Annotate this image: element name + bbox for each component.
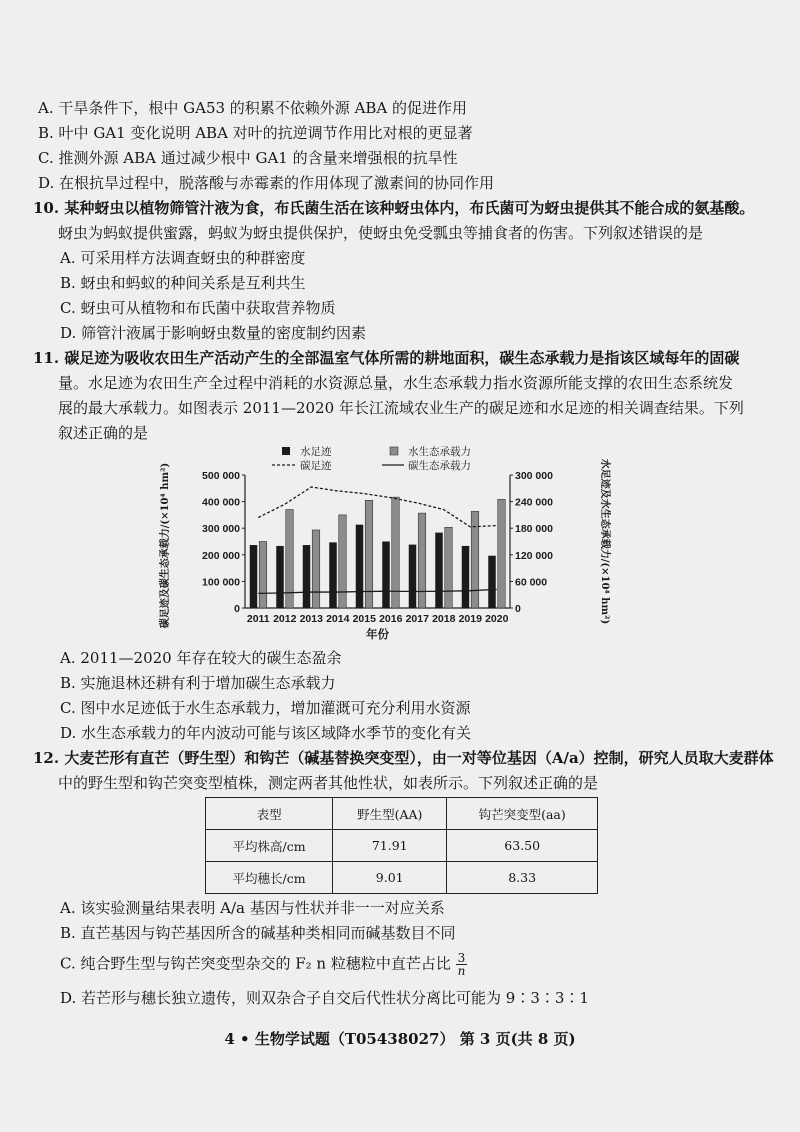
y-left-tick-label: 0 (234, 603, 240, 615)
water-capacity-bar (312, 530, 320, 608)
q12-stem-cont: 中的野生型和钩芒突变型植株，测定两者其他性状，如表所示。下列叙述正确的是 (58, 774, 599, 792)
q9-option-c: C. 推测外源 ABA 通过减少根中 GA1 的含量来增强根的抗旱性 (38, 149, 458, 167)
chart-svg (150, 445, 620, 645)
legend-water-footprint-swatch (282, 447, 290, 455)
water-capacity-bar (471, 511, 479, 608)
x-tick-label: 2016 (379, 613, 403, 625)
y-left-tick-label: 300 000 (202, 523, 240, 536)
water-footprint-bar (462, 546, 470, 608)
table-cell: 63.50 (447, 830, 598, 862)
water-footprint-bar (303, 545, 311, 608)
water-footprint-bar (250, 545, 258, 608)
y-right-axis-label: 水足迹及水生态承载力/(×10⁴ hm²) (599, 458, 610, 625)
q10-option-d: D. 筛管汁液属于影响蚜虫数量的密度制约因素 (60, 324, 367, 342)
x-tick-label: 2015 (352, 613, 376, 625)
y-right-tick-label: 180 000 (515, 523, 553, 536)
table-header-cell: 野生型(AA) (333, 798, 447, 830)
y-right-tick-label: 60 000 (515, 576, 548, 589)
x-tick-label: 2020 (485, 613, 509, 625)
legend-water-footprint-label: 水足迹 (300, 446, 332, 458)
y-right-tick-label: 240 000 (515, 496, 553, 509)
q10-stem-cont: 蚜虫为蚂蚁提供蜜露，蚂蚁为蚜虫提供保护，使蚜虫免受瓢虫等捕食者的伤害。下列叙述错误的是 (58, 224, 704, 242)
table-cell: 9.01 (333, 862, 447, 894)
x-tick-label: 2012 (273, 613, 297, 625)
q11-stem: 11. 碳足迹为吸收农田生产活动产生的全部温室气体所需的耕地面积，碳生态承载力是指该区域每年的固碳 (33, 349, 740, 367)
y-right-tick-label: 0 (515, 603, 521, 615)
y-right-tick-label: 300 000 (515, 470, 553, 482)
fraction (456, 952, 468, 977)
table-cell: 平均株高/cm (206, 830, 333, 862)
water-capacity-bar (259, 542, 267, 609)
x-tick-label: 2018 (432, 613, 456, 625)
water-footprint-bar (356, 525, 364, 608)
q10-option-b: B. 蚜虫和蚂蚁的种间关系是互利共生 (60, 274, 306, 292)
q11-stem-cont-1: 量。水足迹为农田生产全过程中消耗的水资源总量，水生态承载力指水资源所能支撑的农田生态系统发 (58, 374, 734, 392)
q10-option-a: A. 可采用样方法调查蚜虫的种群密度 (60, 249, 306, 267)
q11-stem-cont-3: 叙述正确的是 (58, 424, 149, 442)
x-tick-label: 2019 (458, 613, 482, 625)
carbon-capacity-line (258, 589, 497, 593)
water-capacity-bar (418, 513, 426, 608)
water-footprint-bar (276, 546, 284, 608)
x-axis-label: 年份 (366, 627, 389, 641)
q9-option-b: B. 叶中 GA1 变化说明 ABA 对叶的抗逆调节作用比对根的更显著 (38, 124, 473, 142)
table-row (206, 862, 598, 894)
table-header-cell: 钩芒突变型(aa) (447, 798, 598, 830)
y-left-tick-label: 200 000 (202, 549, 240, 562)
q10-stem: 10. 某种蚜虫以植物筛管汁液为食，布氏菌生活在该种蚜虫体内，布氏菌可为蚜虫提供其不能合成的氨基酸。 (33, 199, 755, 217)
legend-carbon-capacity-label: 碳生态承载力 (408, 460, 471, 472)
y-left-tick-label: 100 000 (202, 576, 240, 589)
q11-option-d: D. 水生态承载力的年内波动可能与该区域降水季节的变化有关 (60, 724, 472, 742)
water-footprint-bar (409, 545, 417, 608)
table-header-row (206, 798, 598, 830)
q10-option-c: C. 蚜虫可从植物和布氏菌中获取营养物质 (60, 299, 336, 317)
q12-option-c (60, 952, 780, 977)
q11-option-c: C. 图中水足迹低于水生态承载力，增加灌溉可充分利用水资源 (60, 699, 471, 717)
fraction-denominator: n (457, 964, 466, 978)
y-left-tick-label: 400 000 (202, 496, 240, 509)
x-tick-label: 2017 (405, 613, 429, 625)
table-cell: 71.91 (333, 830, 447, 862)
table-row (206, 830, 598, 862)
fraction-numerator: 3 (457, 951, 466, 965)
water-footprint-bar (488, 556, 496, 608)
q11-option-a: A. 2011—2020 年存在较大的碳生态盈余 (60, 649, 342, 667)
q12-option-a: A. 该实验测量结果表明 A/a 基因与性状并非一一对应关系 (60, 899, 445, 917)
x-tick-label: 2014 (326, 613, 350, 625)
q12-option-d: D. 若芒形与穗长独立遗传，则双杂合子自交后代性状分离比可能为 9∶3∶3∶1 (60, 989, 589, 1007)
q11-stem-cont-2: 展的最大承载力。如图表示 2011—2020 年长江流域农业生产的碳足迹和水足迹的相关调查结果。下列 (58, 399, 744, 417)
legend-carbon-footprint-label: 碳足迹 (300, 460, 332, 472)
water-capacity-bar (339, 515, 347, 608)
q11-option-b: B. 实施退林还耕有利于增加碳生态承载力 (60, 674, 336, 692)
q12-stem: 12. 大麦芒形有直芒（野生型）和钩芒（碱基替换突变型），由一对等位基因（A/a）控制，研究人员取大麦群体 (33, 749, 774, 767)
table-header-cell: 表型 (206, 798, 333, 830)
q12-table (205, 797, 598, 894)
q11-chart (150, 445, 620, 645)
page-footer: 4 • 生物学试题（T05438027） 第 3 页(共 8 页) (224, 1030, 576, 1048)
water-footprint-bar (435, 533, 443, 608)
legend-water-capacity-swatch (390, 447, 398, 455)
water-footprint-bar (329, 542, 337, 608)
table-cell: 平均穗长/cm (206, 862, 333, 894)
water-footprint-bar (382, 542, 390, 609)
water-capacity-bar (445, 527, 453, 608)
y-right-tick-label: 120 000 (515, 549, 553, 562)
y-left-tick-label: 500 000 (202, 470, 240, 482)
q9-option-d: D. 在根抗旱过程中，脱落酸与赤霉素的作用体现了激素间的协同作用 (38, 174, 495, 192)
q12-option-c-text: C. 纯合野生型与钩芒突变型杂交的 F₂ n 粒穗粒中直芒占比 (60, 954, 451, 973)
carbon-footprint-line (258, 487, 497, 527)
q9-option-a: A. 干旱条件下，根中 GA53 的积累不依赖外源 ABA 的促进作用 (38, 99, 468, 117)
q12-option-b: B. 直芒基因与钩芒基因所含的碱基种类相同而碱基数目不同 (60, 924, 456, 942)
table-cell: 8.33 (447, 862, 598, 894)
x-tick-label: 2013 (299, 613, 323, 625)
y-left-axis-label: 碳足迹及碳生态承载力/(×10⁴ hm²) (160, 462, 171, 629)
x-tick-label: 2011 (246, 613, 270, 625)
legend-water-capacity-label: 水生态承载力 (408, 446, 471, 458)
water-capacity-bar (498, 499, 506, 608)
